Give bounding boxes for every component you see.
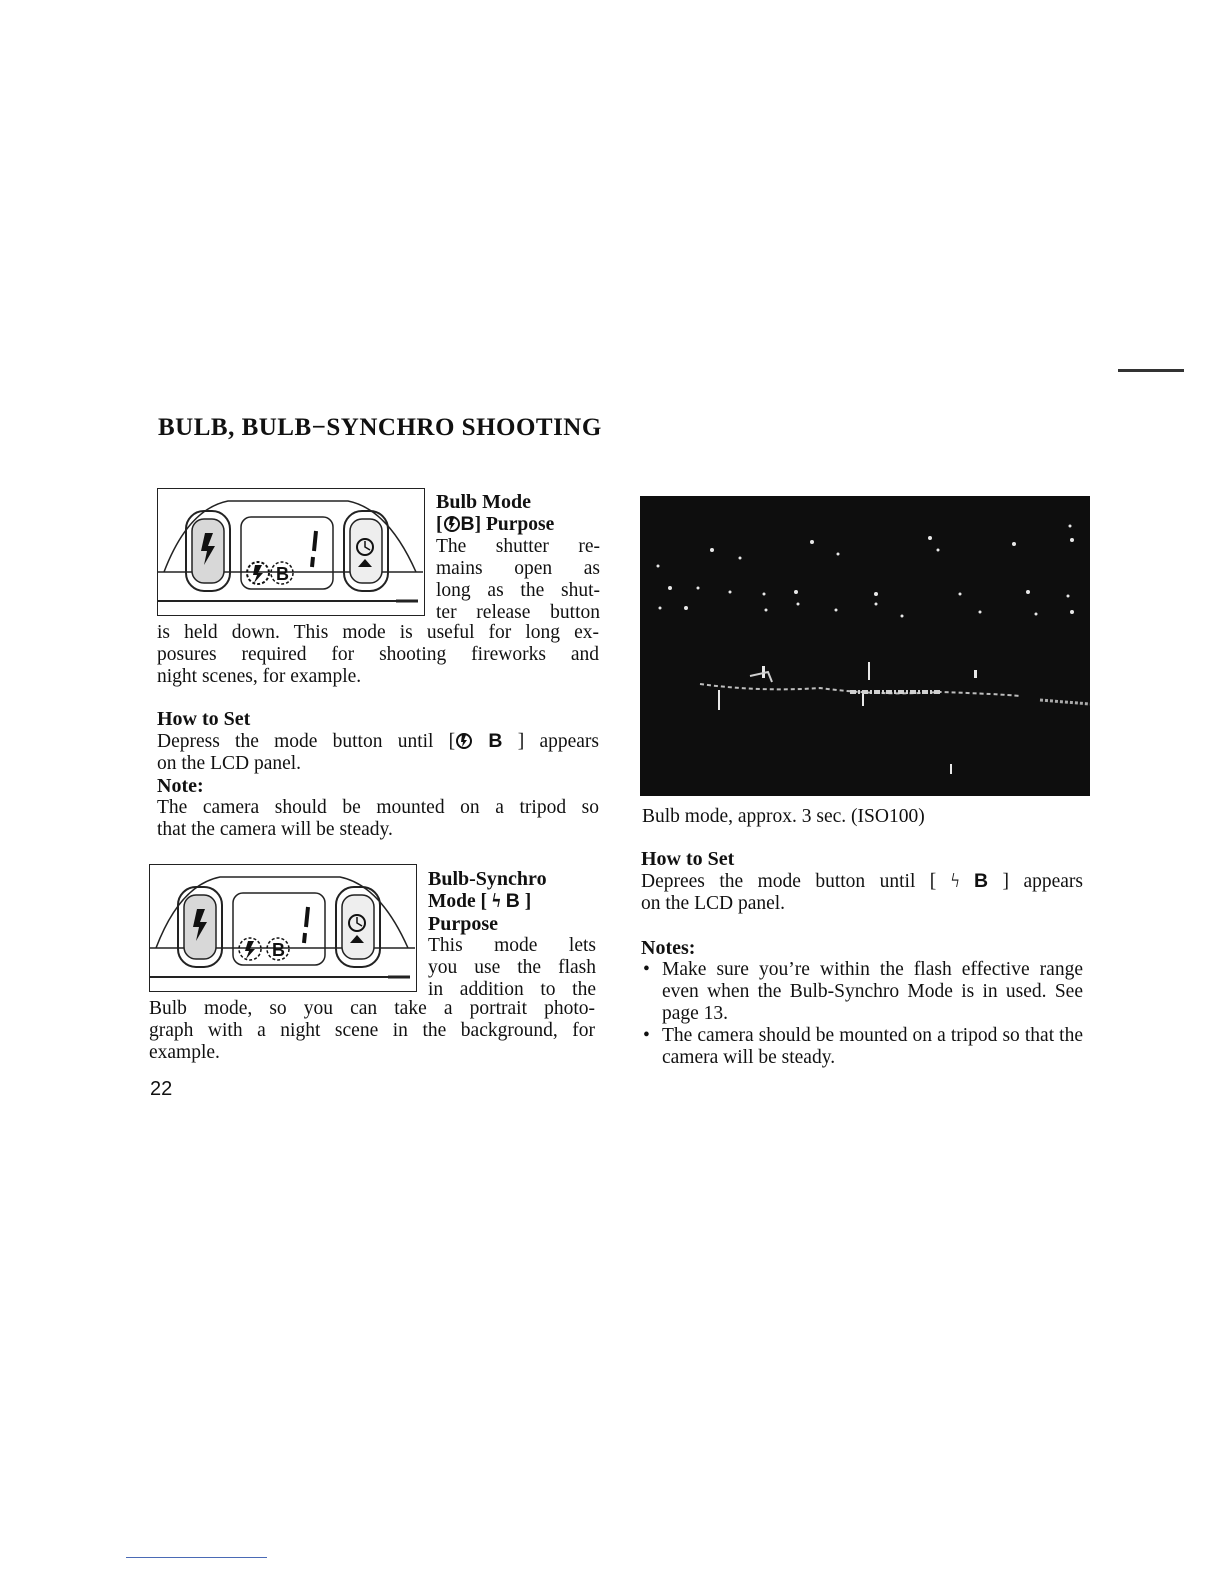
bulb-synchro-lcd-illustration bbox=[149, 864, 417, 992]
bulb-flash-off-icon bbox=[443, 516, 461, 532]
lcd-panel-bulb-synchro-icon bbox=[150, 865, 415, 990]
scan-mark-top bbox=[1118, 369, 1184, 372]
bulb-lcd-illustration bbox=[157, 488, 425, 616]
bulb-synchro-wrap-line-3: in addition to the bbox=[428, 979, 596, 1000]
right-howto-line-1: Deprees the mode button until [ ϟ B ] appears bbox=[641, 870, 1083, 892]
bulb-synchro-cont-line-1: Bulb mode, so you can take a portrait photo- bbox=[149, 998, 595, 1019]
bulb-mode-heading: Bulb Mode bbox=[436, 491, 532, 513]
bulb-synchro-indicator: Mode [ ϟ B ] bbox=[428, 890, 532, 912]
bulb-note-heading: Note: bbox=[157, 775, 204, 797]
bulb-mode-side-text bbox=[436, 491, 600, 624]
bulb-synchro-instructions bbox=[641, 848, 1083, 1069]
bulb-synchro-purpose: Purpose bbox=[428, 913, 498, 935]
bulb-wrap-line-2: mains open as bbox=[436, 558, 600, 579]
bulb-wrap-line-1: The shutter re- bbox=[436, 536, 600, 557]
flash-icon: ϟ bbox=[950, 871, 960, 892]
night-scene-image bbox=[640, 496, 1090, 796]
bulb-cont-line-2: posures required for shooting fireworks and bbox=[157, 644, 599, 665]
bulb-synchro-wrap-line-2: you use the flash bbox=[428, 957, 596, 978]
bulb-note-line-1: The camera should be mounted on a tripod so bbox=[157, 797, 599, 818]
svg-text:B: B bbox=[276, 564, 289, 584]
page-number: 22 bbox=[150, 1078, 173, 1100]
night-fireworks-photo bbox=[640, 496, 1090, 796]
bulb-synchro-heading: Bulb-Synchro bbox=[428, 868, 547, 890]
notes-list bbox=[641, 959, 1083, 1069]
list-item: • Make sure you’re within the flash effective range even when the Bulb-Synchro Mode is in used. See page 13. bbox=[641, 959, 1083, 1025]
bulb-wrap-line-4: ter release button bbox=[436, 602, 600, 623]
bulb-wrap-line-3: long as the shut- bbox=[436, 580, 600, 601]
scan-mark-bottom bbox=[126, 1557, 267, 1558]
bulb-synchro-cont-line-3: example. bbox=[149, 1042, 220, 1063]
page-title: BULB, BULB−SYNCHRO SHOOTING bbox=[158, 414, 602, 441]
bulb-synchro-body bbox=[149, 998, 595, 1064]
bulb-synchro-wrap-line-1: This mode lets bbox=[428, 935, 596, 956]
list-item: • The camera should be mounted on a tripod so that the camera will be steady. bbox=[641, 1025, 1083, 1069]
bulb-synchro-side-text bbox=[428, 868, 596, 1001]
bulb-howto-line-1: Depress the mode button until [ B ] appears bbox=[157, 730, 600, 752]
photo-caption: Bulb mode, approx. 3 sec. (ISO100) bbox=[642, 806, 925, 827]
bulb-mode-indicator: [ B] Purpose bbox=[436, 513, 555, 535]
flash-icon: ϟ bbox=[491, 891, 501, 912]
bulb-cont-line-1: is held down. This mode is useful for long ex- bbox=[157, 622, 599, 643]
right-howto-line-2: on the LCD panel. bbox=[641, 893, 786, 914]
bulb-note-line-2: that the camera will be steady. bbox=[157, 819, 393, 840]
svg-text:B: B bbox=[272, 940, 285, 960]
bulb-synchro-cont-line-2: graph with a night scene in the background, for bbox=[149, 1020, 595, 1041]
lcd-panel-bulb-icon bbox=[158, 489, 423, 614]
right-howto-heading: How to Set bbox=[641, 848, 735, 870]
right-notes-heading: Notes: bbox=[641, 937, 696, 959]
bulb-howto-line-2: on the LCD panel. bbox=[157, 753, 302, 774]
bulb-cont-line-3: night scenes, for example. bbox=[157, 666, 362, 687]
bulb-flash-off-icon bbox=[455, 733, 473, 749]
bulb-mode-body bbox=[157, 622, 599, 841]
bulb-howto-heading: How to Set bbox=[157, 708, 251, 730]
